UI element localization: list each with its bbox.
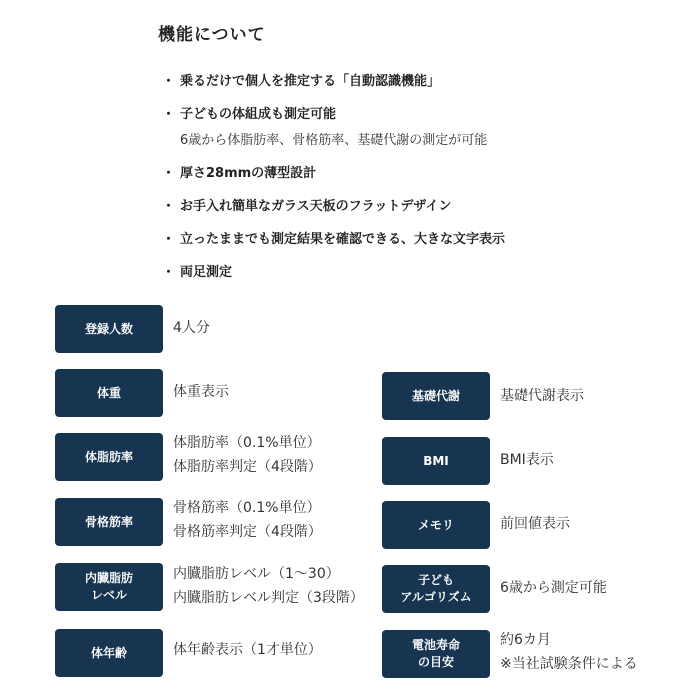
feature-text: お手入れ簡単なガラス天板のフラットデザイン xyxy=(180,199,452,214)
spec-value-line: 内臓脂肪レベル判定（3段階） xyxy=(173,590,364,606)
spec-value-line: ※当社試験条件による xyxy=(500,656,638,672)
spec-value-line: 基礎代謝表示 xyxy=(500,388,584,404)
spec-value xyxy=(173,496,322,544)
bullet-icon: ・ xyxy=(162,107,176,122)
spec-value-line: 体年齢表示（1才単位） xyxy=(173,642,322,658)
spec-label-body-age xyxy=(55,629,163,677)
spec-value xyxy=(173,638,322,662)
spec-label-text: 登録人数 xyxy=(84,321,133,336)
spec-label-battery-life xyxy=(382,630,490,678)
spec-value xyxy=(500,628,638,676)
spec-label-registration xyxy=(55,305,163,353)
bullet-icon: ・ xyxy=(162,166,176,181)
spec-value-line: BMI表示 xyxy=(500,452,554,468)
spec-value-line: 体重表示 xyxy=(173,384,229,400)
spec-value-line: 骨格筋率（0.1%単位） xyxy=(173,500,321,516)
spec-label-text: 体脂肪率 xyxy=(84,449,133,464)
spec-label-visceral-fat xyxy=(55,563,163,611)
spec-value-line: 6歳から測定可能 xyxy=(500,580,607,596)
spec-label-text: 内臓脂肪 レベル xyxy=(84,571,133,602)
spec-value xyxy=(500,512,570,536)
spec-value xyxy=(500,448,554,472)
spec-label-body-fat xyxy=(55,433,163,481)
spec-label-text: 子ども アルゴリズム xyxy=(400,573,472,604)
spec-label-text: 体重 xyxy=(96,385,121,400)
feature-item xyxy=(160,72,680,92)
spec-value xyxy=(173,431,322,479)
spec-value-line: 体脂肪率判定（4段階） xyxy=(173,459,322,475)
spec-value xyxy=(500,384,584,408)
spec-label-text: メモリ xyxy=(417,517,454,532)
feature-item xyxy=(160,263,680,283)
spec-label-text: 体年齢 xyxy=(90,645,127,660)
section-title: 機能について xyxy=(158,25,266,45)
feature-text: 乗るだけで個人を推定する「自動認識機能」 xyxy=(180,74,441,89)
spec-value xyxy=(173,562,364,610)
spec-label-text: 基礎代謝 xyxy=(411,388,460,403)
bullet-icon: ・ xyxy=(162,199,176,214)
feature-text: 立ったままでも測定結果を確認できる、大きな文字表示 xyxy=(180,232,506,247)
feature-subtext: 6歳から体脂肪率、骨格筋率、基礎代謝の測定が可能 xyxy=(180,133,488,148)
bullet-icon: ・ xyxy=(162,74,176,89)
spec-value-line: 体脂肪率（0.1%単位） xyxy=(173,435,321,451)
spec-value xyxy=(173,380,229,404)
spec-label-bmi xyxy=(382,437,490,485)
spec-label-weight xyxy=(55,369,163,417)
spec-label-memory xyxy=(382,501,490,549)
feature-item xyxy=(160,164,680,184)
feature-text: 子どもの体組成も測定可能 xyxy=(180,107,337,122)
feature-text: 厚さ28mmの薄型設計 xyxy=(180,166,317,181)
spec-label-text: 電池寿命 の目安 xyxy=(411,638,460,669)
feature-item xyxy=(160,197,680,217)
feature-item xyxy=(160,105,680,151)
spec-label-text: BMI xyxy=(423,453,449,468)
spec-value-line: 前回値表示 xyxy=(500,516,570,532)
spec-label-muscle xyxy=(55,498,163,546)
spec-label-child-algorithm xyxy=(382,565,490,613)
bullet-icon: ・ xyxy=(162,232,176,247)
spec-value xyxy=(500,576,607,600)
spec-value-line: 約6カ月 xyxy=(500,632,551,648)
bullet-icon: ・ xyxy=(162,265,176,280)
spec-value-line: 骨格筋率判定（4段階） xyxy=(173,524,322,540)
spec-label-bmr xyxy=(382,372,490,420)
feature-text: 両足測定 xyxy=(180,265,233,280)
spec-label-text: 骨格筋率 xyxy=(84,514,133,529)
spec-value-line: 内臓脂肪レベル（1〜30） xyxy=(173,566,340,582)
spec-value xyxy=(173,316,210,340)
feature-item xyxy=(160,230,680,250)
spec-value-line: 4人分 xyxy=(173,320,210,336)
feature-list xyxy=(160,72,680,296)
